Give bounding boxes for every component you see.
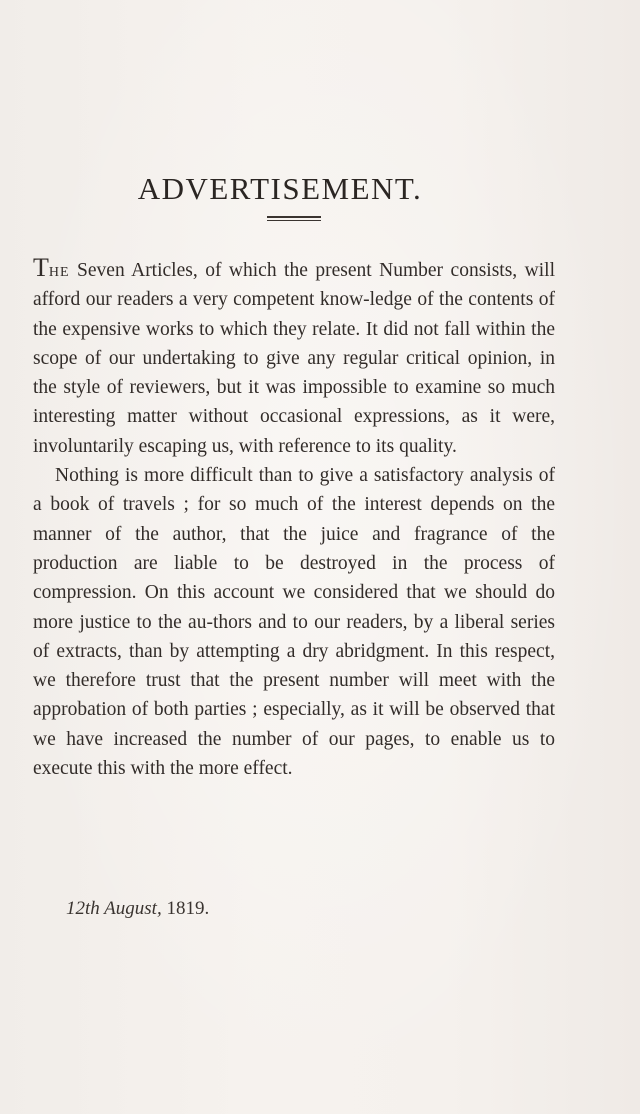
paragraph-1 — [33, 255, 555, 461]
dateline — [66, 898, 209, 920]
rule-line-top — [267, 216, 321, 218]
paragraph-2: Nothing is more difficult than to give a satisfactory analysis of a book of travels ; for so much of the interest depends on the manner of the author, that the juice and fragrance of the production are liable to be destroyed in the process of compression. On this account we considered that we should do more justice to the au-thors and to our readers, by a liberal series of extracts, than by attempting a dry abridgment. In this respect, we therefore trust that the present number will meet with the approbation of both parties ; especially, as it will be observed that we have increased the number of our pages, to enable us to execute this with the more effect. — [33, 465, 555, 780]
advertisement-body — [33, 255, 555, 783]
dropcap-letter: T — [33, 253, 49, 282]
page-title: ADVERTISEMENT. — [137, 170, 423, 206]
title-rule-divider — [267, 216, 321, 221]
dateline-day: 12th August, — [66, 898, 162, 919]
paragraph-1-text: Seven Articles, of which the present Number consists, will afford our readers a very competent know-ledge of the contents of the expensive works to which they relate. It did not fall within the scope of our undertaking to give any regular critical opinion, in the style of reviewers, but it was impossible to examine so much interesting matter without occasional expressions, as it were, involuntarily escaping us, with reference to its quality. — [33, 260, 555, 457]
rule-line-bottom — [267, 220, 321, 221]
dateline-year: 1819. — [161, 898, 210, 919]
smallcaps-word: he — [48, 260, 70, 281]
